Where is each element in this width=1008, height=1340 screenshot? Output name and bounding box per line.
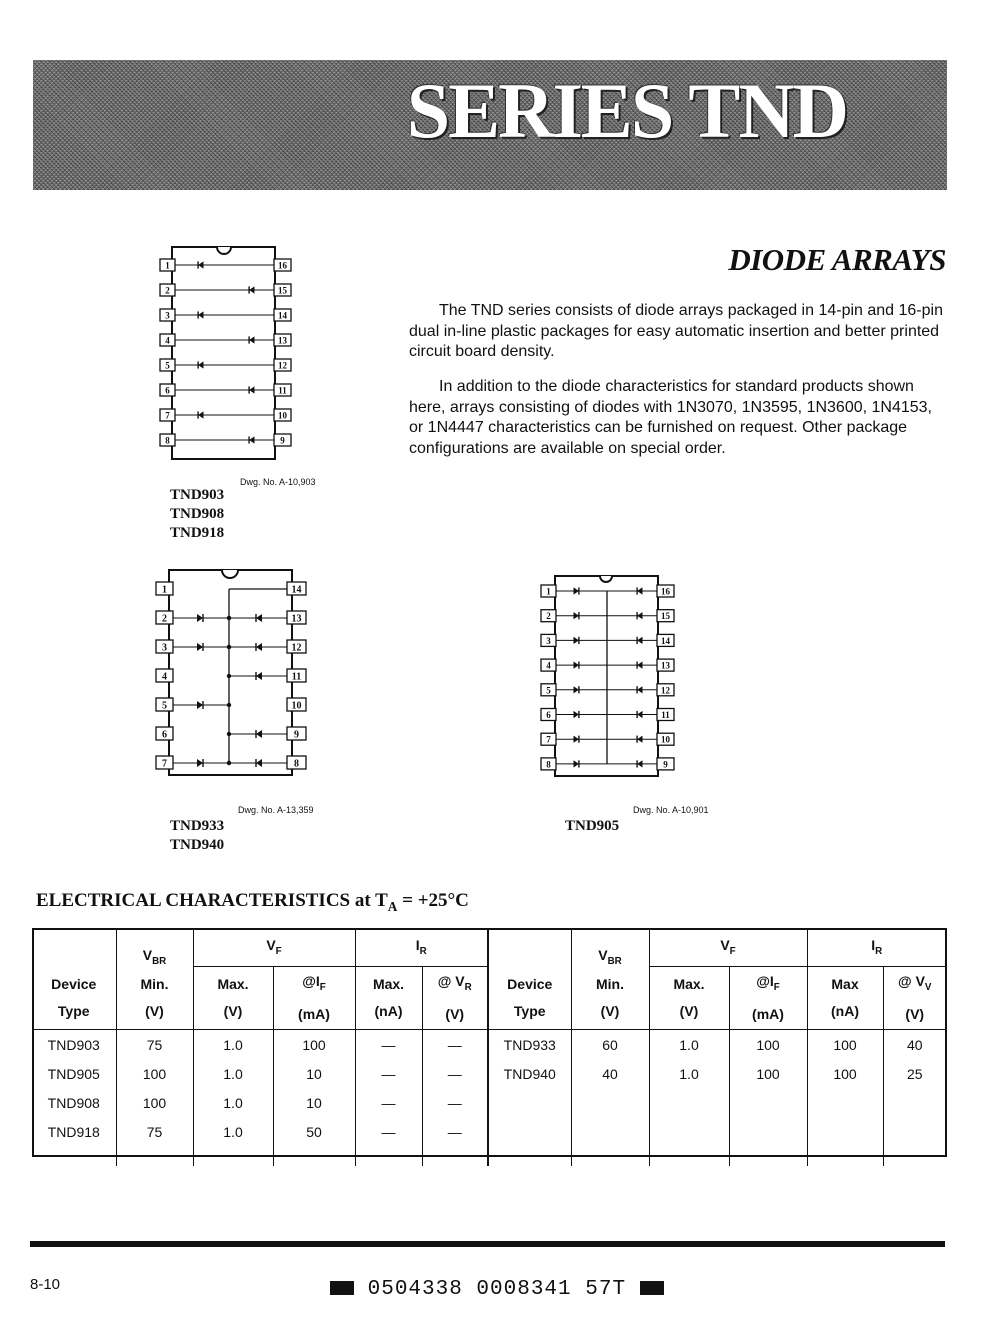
- pin-label: 8: [165, 435, 170, 446]
- package-notch: [217, 247, 231, 254]
- pin-label: 9: [294, 729, 299, 741]
- table-header-row-1: [32, 928, 946, 967]
- unit-label: (nA): [831, 1003, 859, 1019]
- cell-if: 10: [273, 1088, 355, 1117]
- pin-label: 9: [280, 435, 285, 446]
- at-vv-sub: V: [924, 981, 932, 993]
- pin-label: 16: [278, 260, 287, 271]
- cell-vv: 25: [906, 1065, 923, 1082]
- dwg-number-1: Dwg. No. A-10,903: [240, 477, 316, 487]
- cell-if: 100: [729, 1059, 807, 1088]
- pin-label: 9: [663, 759, 668, 770]
- pin-label: 2: [162, 613, 167, 625]
- col-vf-2: [649, 928, 807, 967]
- table-row: [32, 1030, 946, 1060]
- junction-dot: [227, 732, 231, 736]
- vbr-sub: BR: [152, 955, 167, 967]
- unit-label: (V): [223, 1003, 243, 1019]
- part-label: TND940: [170, 837, 225, 853]
- col-vv: [883, 967, 946, 1030]
- col-vbr-units: [116, 967, 193, 1030]
- cell-vr: —: [422, 1059, 488, 1088]
- col-vbr-2: [571, 928, 649, 967]
- pin-label: 4: [546, 660, 551, 671]
- cell-vf: 1.0: [193, 1030, 273, 1060]
- intro-paragraph-1: [409, 301, 949, 363]
- cell-if: 10: [273, 1059, 355, 1088]
- part-label: TND908: [170, 506, 225, 522]
- cell-device: TND905: [32, 1059, 116, 1088]
- cell-ir: —: [355, 1088, 422, 1117]
- col-vf-max-2: [649, 967, 729, 1030]
- package-notch: [600, 576, 612, 582]
- section-title-text: ELECTRICAL CHARACTERISTICS at T: [36, 890, 388, 911]
- cell-if: 100: [273, 1030, 355, 1060]
- unit-label: (V): [679, 1003, 699, 1019]
- characteristics-table: [32, 928, 946, 1166]
- diagram-tnd905-schematic: [538, 573, 680, 779]
- part-list-1: [170, 486, 224, 543]
- pin-label: 7: [165, 410, 170, 421]
- footer-rule: [30, 1241, 945, 1247]
- cell-vf: 1.0: [193, 1059, 273, 1088]
- cell-vv: 40: [906, 1036, 923, 1053]
- part-label: TND933: [170, 818, 225, 834]
- vbr-symbol: V: [598, 946, 608, 963]
- pin-label: 13: [661, 660, 670, 671]
- max-label: Max.: [217, 976, 249, 992]
- pin-label: 6: [165, 385, 170, 396]
- cell-vbr: 100: [116, 1088, 193, 1117]
- vf-symbol: V: [266, 937, 276, 954]
- pin-label: 5: [165, 360, 170, 371]
- junction-dot: [227, 761, 231, 765]
- section-title-tail: = +25°C: [397, 890, 469, 911]
- part-label: TND918: [170, 525, 225, 541]
- cell-ir: —: [355, 1117, 422, 1146]
- col-ir-max: [355, 967, 422, 1030]
- max-label: Max.: [372, 976, 405, 992]
- package-body: [172, 247, 275, 459]
- min-label: Min.: [596, 975, 624, 992]
- col-vbr: [116, 928, 193, 967]
- unit-label: (V): [145, 1002, 164, 1019]
- cell-vr: —: [422, 1030, 488, 1060]
- pin-label: 12: [661, 685, 670, 696]
- junction-dot: [227, 616, 231, 620]
- intro-p2-text: In addition to the diode characteristics for standard products shown here, arrays consisting of diodes with 1N3070, 1N3595, 1N3600, 1N4153, or 1N4447 characteristics can be furnished on request. Other package configurations are available on special order.: [409, 378, 932, 457]
- package-body: [169, 570, 292, 775]
- cell-vbr: 60: [571, 1030, 649, 1060]
- cell-vf: 1.0: [649, 1030, 729, 1060]
- cell-ir: 100: [807, 1030, 883, 1060]
- cell-device: TND918: [32, 1117, 116, 1146]
- pin-label: 7: [162, 758, 167, 770]
- ir-sub: R: [419, 945, 427, 957]
- junction-dot: [227, 645, 231, 649]
- col-vf: [193, 928, 355, 967]
- pin-label: 13: [291, 613, 302, 625]
- pin-label: 15: [278, 285, 287, 296]
- pin-label: 16: [661, 586, 670, 597]
- at-if-label: @I: [302, 973, 320, 990]
- page-heading: DIODE ARRAYS: [728, 242, 946, 277]
- part-list-2: [170, 817, 224, 855]
- pin-label: 8: [546, 759, 551, 770]
- cell-device: TND903: [32, 1030, 116, 1060]
- cell-ir: —: [355, 1059, 422, 1088]
- cell-ir: —: [355, 1030, 422, 1060]
- unit-label: (mA): [752, 1005, 784, 1022]
- pin-label: 2: [165, 285, 170, 296]
- col-if-2: [729, 967, 807, 1030]
- ir-symbol: I: [871, 937, 876, 954]
- ir-symbol: I: [415, 937, 420, 954]
- at-if-label: @I: [756, 973, 774, 990]
- at-if-sub: F: [319, 981, 326, 993]
- cell-if: 100: [729, 1030, 807, 1060]
- pin-label: 4: [162, 671, 167, 683]
- cell-vbr: 100: [116, 1059, 193, 1088]
- pin-label: 3: [165, 310, 170, 321]
- pin-label: 5: [546, 685, 551, 696]
- pin-label: 6: [162, 729, 167, 741]
- catalog-code-text: 0504338 0008341 57T: [367, 1278, 627, 1301]
- col-vbr-units-2: [571, 967, 649, 1030]
- electrical-characteristics-title: [36, 890, 469, 915]
- pin-label: 15: [661, 611, 670, 622]
- pin-label: 10: [278, 410, 287, 421]
- diagram-tnd933-schematic: [152, 567, 312, 782]
- col-ir-max-2: [807, 967, 883, 1030]
- pin-label: 2: [546, 611, 551, 622]
- block-mark-icon: [330, 1281, 354, 1295]
- pin-label: 8: [294, 758, 299, 770]
- pin-label: 10: [291, 700, 302, 712]
- section-title-sub: A: [387, 898, 398, 914]
- col-device-label: Device: [507, 976, 553, 992]
- vf-sub: F: [275, 945, 282, 957]
- table-row: [32, 1117, 946, 1146]
- min-label: Min.: [140, 975, 169, 992]
- cell-vbr: 40: [571, 1059, 649, 1088]
- col-if: [273, 967, 355, 1030]
- diagram-tnd903-schematic: [155, 244, 295, 462]
- col-device-label: Device: [51, 976, 97, 992]
- pin-label: 1: [162, 584, 167, 596]
- intro-p1-text: The TND series consists of diode arrays packaged in 14-pin and 16-pin dual in-line plastic packages for easy automatic insertion and better printed circuit board density.: [409, 302, 943, 360]
- cell-vbr: 75: [116, 1030, 193, 1060]
- col-vf-max: [193, 967, 273, 1030]
- junction-dot: [227, 703, 231, 707]
- at-vv-label: @ V: [898, 973, 925, 990]
- unit-label: (nA): [374, 1003, 403, 1019]
- banner-title: SERIES TND: [406, 67, 847, 154]
- pin-label: 1: [546, 586, 551, 597]
- cell-if: 50: [273, 1117, 355, 1146]
- col-device-type: [32, 928, 116, 1030]
- part-label: TND903: [170, 487, 225, 503]
- max-label: Max.: [673, 976, 705, 992]
- cell-ir: 100: [807, 1059, 883, 1088]
- col-type-label: Type: [513, 1003, 546, 1019]
- cell-vf: 1.0: [193, 1088, 273, 1117]
- pin-label: 4: [165, 335, 170, 346]
- unit-label: (mA): [298, 1005, 330, 1022]
- at-if-sub: F: [773, 981, 780, 993]
- pin-label: 1: [165, 260, 170, 271]
- part-list-3: [565, 817, 619, 836]
- pin-label: 12: [291, 642, 302, 654]
- cell-device: TND940: [488, 1059, 571, 1088]
- pin-label: 11: [661, 710, 670, 720]
- unit-label: (V): [905, 1005, 925, 1022]
- pin-label: 3: [546, 635, 551, 646]
- series-banner: [33, 60, 947, 190]
- col-ir: [355, 928, 488, 967]
- cell-vf: 1.0: [193, 1117, 273, 1146]
- pin-label: 3: [162, 642, 167, 654]
- pin-label: 6: [546, 710, 551, 720]
- col-vr: [422, 967, 488, 1030]
- pin-label: 14: [291, 584, 302, 596]
- intro-paragraph-2: [409, 377, 949, 459]
- vf-sub: F: [729, 945, 736, 957]
- junction-dot: [227, 674, 231, 678]
- pin-label: 14: [661, 635, 670, 646]
- cell-vr: —: [422, 1117, 488, 1146]
- catalog-code: [330, 1278, 664, 1301]
- col-type-label: Type: [57, 1003, 90, 1019]
- pin-label: 10: [661, 734, 670, 745]
- pin-label: 7: [546, 734, 551, 745]
- pin-label: 11: [278, 385, 287, 396]
- ir-sub: R: [875, 945, 883, 957]
- dwg-number-3: Dwg. No. A-10,901: [633, 805, 709, 815]
- pin-label: 14: [278, 310, 287, 321]
- vbr-symbol: V: [142, 946, 153, 963]
- package-notch: [222, 570, 238, 578]
- part-label: TND905: [565, 818, 620, 834]
- cell-vbr: 75: [116, 1117, 193, 1146]
- col-ir-2: [807, 928, 946, 967]
- unit-label: (V): [445, 1005, 465, 1022]
- at-vr-label: @ V: [437, 973, 465, 990]
- pin-label: 11: [291, 671, 302, 683]
- unit-label: (V): [600, 1002, 620, 1019]
- max-label: Max: [831, 976, 859, 992]
- block-mark-icon: [640, 1281, 664, 1295]
- cell-vr: —: [422, 1088, 488, 1117]
- page-number: 8-10: [30, 1276, 61, 1293]
- vf-symbol: V: [720, 937, 730, 954]
- dwg-number-2: Dwg. No. A-13,359: [238, 805, 314, 815]
- cell-device: TND933: [488, 1030, 571, 1060]
- table-row: [32, 1088, 946, 1117]
- at-vr-sub: R: [464, 981, 472, 993]
- table-row: [32, 1059, 946, 1088]
- cell-vf: 1.0: [649, 1059, 729, 1088]
- pin-label: 13: [278, 335, 287, 346]
- pin-label: 5: [162, 700, 167, 712]
- col-device-type-2: [488, 928, 571, 1030]
- cell-device: TND908: [32, 1088, 116, 1117]
- pin-label: 12: [278, 360, 287, 371]
- vbr-sub: BR: [607, 955, 622, 967]
